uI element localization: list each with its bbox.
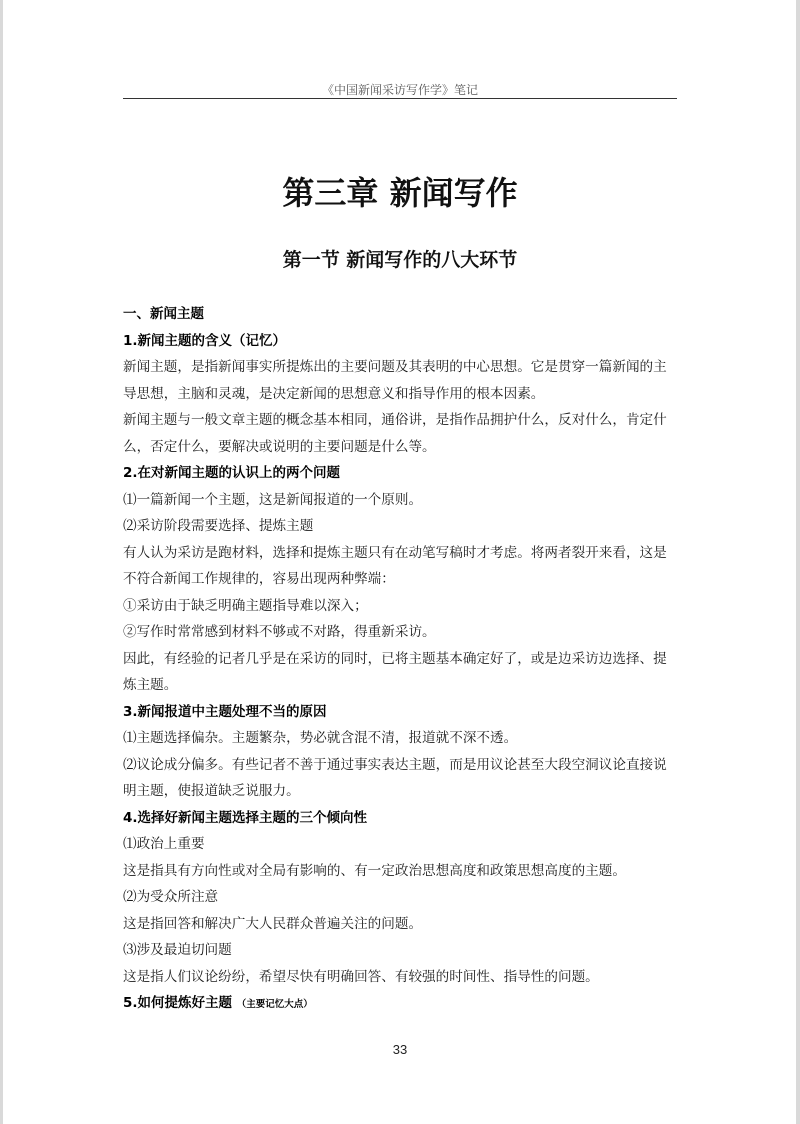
paragraph: 新闻主题与一般文章主题的概念基本相同，通俗讲，是指作品拥护什么，反对什么，肯定什么，否定什么，要解决或说明的主要问题是什么等。 bbox=[123, 412, 667, 455]
chapter-title: 第三章 新闻写作 bbox=[282, 174, 518, 212]
subheading-refine-theme bbox=[123, 990, 679, 1019]
paragraph: 这是指回答和解决广大人民群众普遍关注的问题。 bbox=[123, 915, 423, 932]
list-item: ②写作时常常感到材料不够或不对路，得重新采访。 bbox=[123, 624, 436, 640]
paragraph: 有人认为采访是跑材料，选择和提炼主题只有在动笔写稿时才考虑。将两者裂开来看，这是不符合新闻工作规律的，容易出现两种弊端： bbox=[123, 544, 667, 587]
subheading-improper-causes: 3.新闻报道中主题处理不当的原因 bbox=[123, 703, 327, 720]
subheading-refine-theme-text: 5.如何提炼好主题 bbox=[123, 995, 233, 1011]
paragraph: 这是指人们议论纷纷，希望尽快有明确回答、有较强的时间性、指导性的问题。 bbox=[123, 968, 599, 985]
body-content bbox=[123, 301, 679, 1019]
running-header: 《中国新闻采访写作学》笔记 bbox=[321, 83, 478, 97]
page-number: 33 bbox=[392, 1042, 408, 1057]
paragraph: 这是指具有方向性或对全局有影响的、有一定政治思想高度和政策思想高度的主题。 bbox=[123, 862, 626, 879]
subheading-definition: 1.新闻主题的含义（记忆） bbox=[123, 332, 287, 349]
list-item: ⑵议论成分偏多。有些记者不善于通过事实表达主题，而是用议论甚至大段空洞议论直接说明主题，使报道缺乏说服力。 bbox=[123, 756, 667, 799]
header-rule bbox=[123, 98, 677, 99]
subheading-two-issues: 2.在对新闻主题的认识上的两个问题 bbox=[123, 465, 341, 481]
section-title: 第一节 新闻写作的八大环节 bbox=[282, 249, 518, 271]
list-item: ⑴一篇新闻一个主题，这是新闻报道的一个原则。 bbox=[123, 491, 423, 508]
list-item: ⑵采访阶段需要选择、提炼主题 bbox=[123, 518, 314, 534]
list-item: ⑵为受众所注意 bbox=[123, 889, 219, 905]
memory-note: （主要记忆大点） bbox=[236, 999, 313, 1010]
list-item: ⑴主题选择偏杂。主题繁杂，势必就含混不清，报道就不深不透。 bbox=[123, 730, 518, 746]
subheading-three-tendencies: 4.选择好新闻主题选择主题的三个倾向性 bbox=[123, 809, 368, 826]
list-item: ①采访由于缺乏明确主题指导难以深入； bbox=[123, 597, 368, 614]
list-item: ⑶涉及最迫切问题 bbox=[123, 942, 232, 958]
paragraph: 新闻主题，是指新闻事实所提炼出的主要问题及其表明的中心思想。它是贯穿一篇新闻的主导思想，主脑和灵魂，是决定新闻的思想意义和指导作用的根本因素。 bbox=[123, 359, 667, 402]
paragraph: 因此，有经验的记者几乎是在采访的同时，已将主题基本确定好了，或是边采访边选择、提炼主题。 bbox=[123, 650, 667, 693]
heading-news-theme: 一、新闻主题 bbox=[123, 306, 204, 322]
list-item: ⑴政治上重要 bbox=[123, 836, 205, 852]
